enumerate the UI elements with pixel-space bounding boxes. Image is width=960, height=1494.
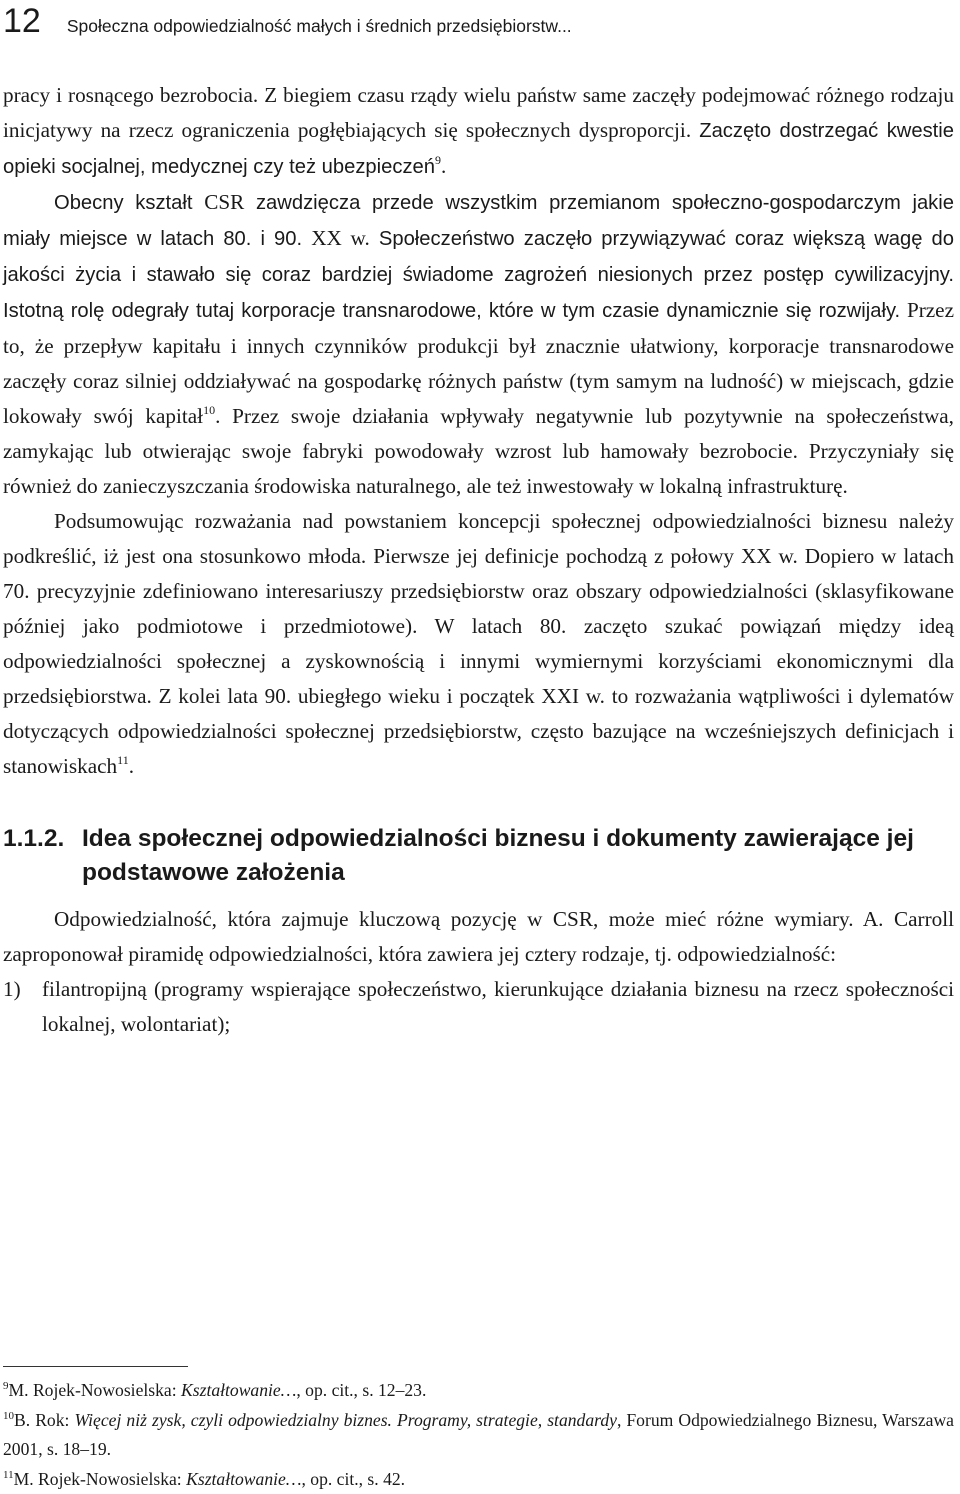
running-header bbox=[3, 0, 572, 42]
footnote-title: Kształtowanie… bbox=[181, 1380, 296, 1400]
footnote-10 bbox=[3, 1406, 954, 1465]
paragraph-1-text: pracy i rosnącego bezrobocia. Z biegiem czasu rządy wielu państw same zaczęły podejmować różnego rodzaju inicjatywy na rzecz ograniczenia pogłębiających się społecznych dysproporcji. bbox=[3, 83, 954, 142]
section-number: 1.1.2. bbox=[3, 822, 82, 856]
paragraph-4: Odpowiedzialność, która zajmuje kluczową pozycję w CSR, może mieć różne wymiary. A. Carroll zaproponował piramidę odpowiedzialności, która zawiera jej cztery rodzaje, tj. odpowiedzialność: bbox=[3, 902, 954, 972]
footnote-rest: , op. cit., s. 12–23. bbox=[296, 1380, 426, 1400]
paragraph-2-end: . Przez swoje działania wpływały negatywnie lub pozytywnie na społeczeństwa, zamykając lub otwierając swoje fabryki powodowały wzrost lub hamowały bezrobocie. Przyczyniały się również do zanieczyszczania środowiska naturalnego, ale też inwestowały w lokalną infrastrukturę. bbox=[3, 404, 954, 498]
footnote-rest: , op. cit., s. 42. bbox=[301, 1469, 405, 1489]
paragraph-2-corporations: Istotną rolę odegrały tutaj korporacje transnarodowe, które w tym czasie dynamicznie się rozwijały. bbox=[3, 300, 900, 322]
running-title: Społeczna odpowiedzialność małych i średnich przedsiębiorstw... bbox=[67, 5, 572, 47]
paragraph-2-sans-text: zawdzięcza przede wszystkim przemianom społeczno-gospodarczym jakie miały miejsce w latach 80. i 90. bbox=[3, 192, 954, 250]
footnote-ref-11[interactable]: 11 bbox=[117, 753, 129, 767]
paragraph-1 bbox=[3, 78, 954, 185]
footnote-ref-9[interactable]: 9 bbox=[435, 153, 441, 167]
paragraph-2-csr: CSR bbox=[204, 190, 244, 214]
paragraph-2-lead: Obecny kształt bbox=[54, 192, 204, 214]
footnote-author: B. Rok: bbox=[14, 1410, 74, 1430]
footnote-title: Kształtowanie… bbox=[186, 1469, 301, 1489]
footnote-11 bbox=[3, 1465, 954, 1494]
paragraph-3 bbox=[3, 504, 954, 784]
page-number: 12 bbox=[3, 0, 41, 42]
list-marker: 1) bbox=[3, 972, 42, 1042]
footnote-9 bbox=[3, 1376, 954, 1406]
list-item-text: filantropijną (programy wspierające społeczeństwo, kierunkujące działania biznesu na rzecz społeczności lokalnej, wolontariat); bbox=[42, 972, 954, 1042]
footnote-divider bbox=[3, 1366, 188, 1367]
paragraph-2-capital: Przez to, że przepływ kapitału i innych czynników produkcji był znacznie ułatwiony, korporacje transnarodowe zaczęły coraz silniej oddziaływać na gospodarkę różnych państw (tym samym na ludność) w miejscach, gdzie lokowały swój kapitał bbox=[3, 298, 954, 428]
footnote-number: 10 bbox=[3, 1410, 14, 1422]
footnote-ref-10[interactable]: 10 bbox=[203, 403, 215, 417]
footnote-number: 11 bbox=[3, 1469, 14, 1481]
footnote-title: Więcej niż zysk, czyli odpowiedzialny biznes. Programy, strategie, standardy bbox=[74, 1410, 616, 1430]
list-item bbox=[3, 972, 954, 1042]
paragraph-2-century: XX w. bbox=[311, 226, 370, 250]
footnotes bbox=[3, 1376, 954, 1494]
paragraph-1-sans-text: Zaczęto dostrzegać kwestie opieki socjalnej, medycznej czy też ubezpieczeń bbox=[3, 120, 954, 178]
paragraph-2-society: Społeczeństwo zaczęło przywiązywać coraz większą wagę do jakości życia i stawało się coraz bardziej świadome zagrożeń niesionych przez postęp cywilizacyjny. bbox=[3, 228, 954, 286]
paragraph-1-end: . bbox=[441, 154, 446, 178]
body-text bbox=[3, 78, 954, 1042]
paragraph-3-text: Podsumowując rozważania nad powstaniem koncepcji społecznej odpowiedzialności biznesu należy podkreślić, iż jest ona stosunkowo młoda. Pierwsze jej definicje pochodzą z połowy XX w. Dopiero w latach 70. precyzyjnie zdefiniowano interesariuszy przedsiębiorstw oraz obszary odpowiedzialności (sklasyfikowane później jako podmiotowe i przedmiotowe). W latach 80. zaczęto szukać powiązań między ideą odpowiedzialności społecznej a zyskownością i innymi wymiernymi korzyściami ekonomicznymi dla przedsiębiorstwa. Z kolei lata 90. ubiegłego wieku i początek XXI w. to rozważania wątpliwości i dylematów dotyczących odpowiedzialności społecznej przedsiębiorstw, często bazujące na wcześniejszych definicjach i stanowiskach bbox=[3, 509, 954, 778]
paragraph-2 bbox=[3, 185, 954, 504]
footnote-rest: , Forum Odpowiedzialnego Biznesu, Warszawa 2001, s. 18–19. bbox=[3, 1410, 954, 1460]
section-heading bbox=[3, 822, 954, 890]
footnote-author: M. Rojek-Nowosielska: bbox=[9, 1380, 182, 1400]
paragraph-3-end: . bbox=[129, 754, 134, 778]
footnote-author: M. Rojek-Nowosielska: bbox=[14, 1469, 187, 1489]
section-title: Idea społecznej odpowiedzialności biznesu i dokumenty zawierające jej podstawowe założenia bbox=[82, 825, 914, 886]
footnote-number: 9 bbox=[3, 1380, 9, 1392]
